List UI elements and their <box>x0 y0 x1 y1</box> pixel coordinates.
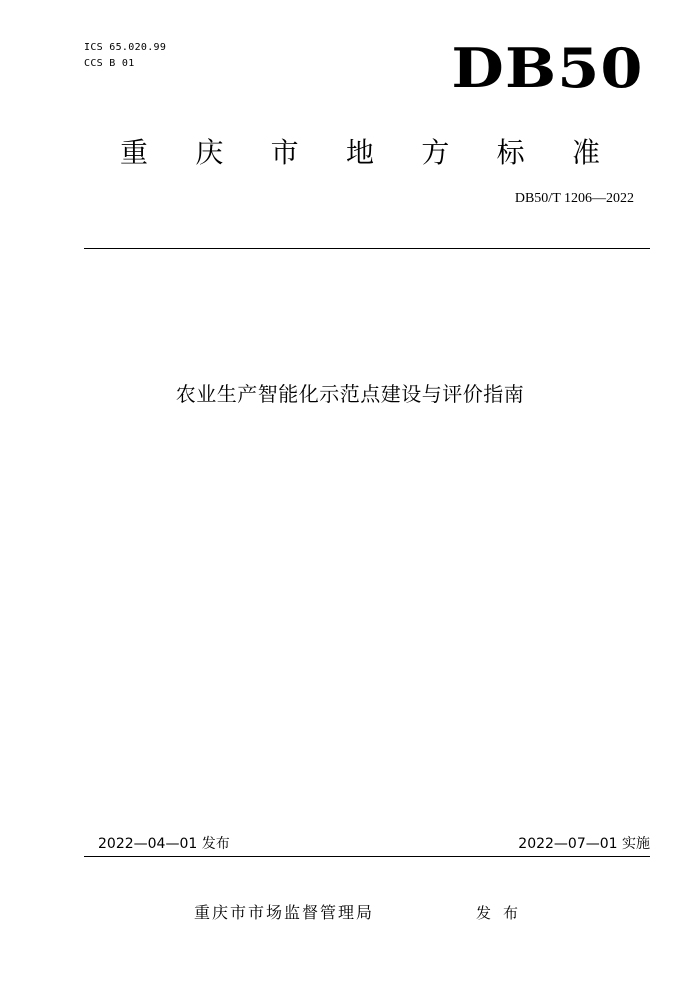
top-divider <box>84 248 650 249</box>
standard-type-char: 庆 <box>195 136 224 169</box>
issuer-name: 重庆市市场监督管理局 <box>194 903 375 922</box>
standard-type-char: 准 <box>571 136 600 169</box>
standard-type <box>120 136 600 170</box>
standard-type-char: 重 <box>120 136 149 169</box>
standard-type-char: 地 <box>345 136 374 169</box>
standard-type-char: 方 <box>421 136 450 169</box>
ccs-code: CCS B 01 <box>84 58 135 69</box>
bottom-divider <box>84 856 650 857</box>
standard-type-char: 市 <box>270 136 299 169</box>
document-title: 农业生产智能化示范点建设与评价指南 <box>175 382 525 406</box>
implement-date: 2022—07—01 实施 <box>518 836 650 852</box>
db-logo: DB50 <box>451 36 644 100</box>
standard-number: DB50/T 1206—2022 <box>514 191 634 206</box>
issue-date: 2022—04—01 发布 <box>98 836 230 852</box>
issuer-action: 发布 <box>476 904 531 922</box>
standard-type-char: 标 <box>496 136 525 169</box>
ics-code: ICS 65.020.99 <box>84 42 167 53</box>
